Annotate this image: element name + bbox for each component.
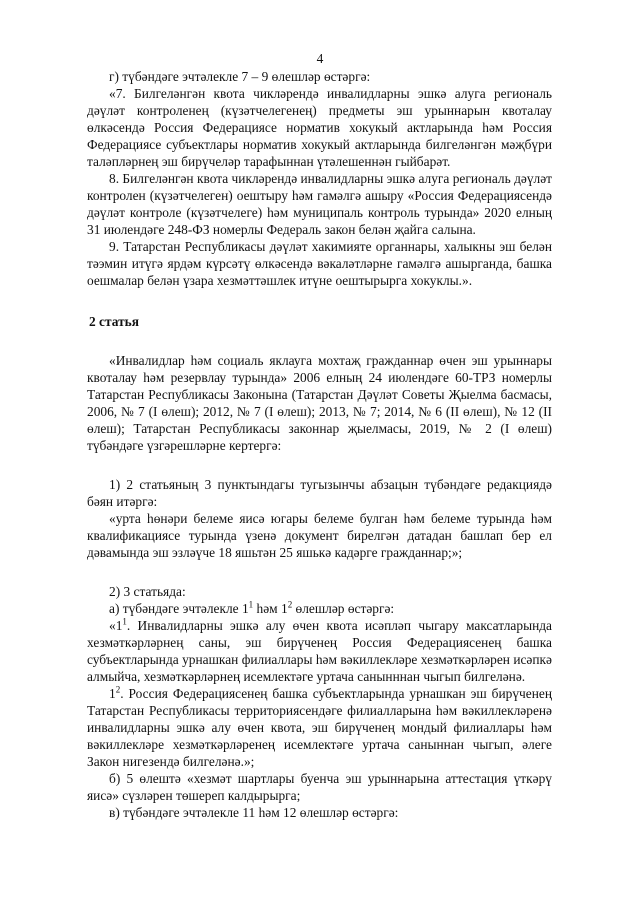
paragraph: б) 5 өлештә «хезмәт шартлары буенча эш урыннарына аттестация үткәрү яисә» сүзләрен төшереп калдырырга; [87, 771, 552, 803]
paragraph [87, 600, 552, 617]
document-body [87, 68, 552, 821]
paragraph: 1) 2 статьяның 3 пунктындагы тугызынчы абзацын түбәндәге редакциядә бәян итәргә: [87, 477, 552, 509]
page-number: 4 [316, 51, 324, 66]
paragraph: г) түбәндәге эчтәлекле 7 – 9 өлешләр өстәргә: [109, 69, 371, 84]
paragraph: 8. Билгеләнгән квота чикләрендә инвалидларны эшкә алуга региональ дәүләт контролен (күзәтчелеген) оештыру һәм гамәлгә ашыру «Россия Федерациясендә дәүләт контроле (күзәтчелеге) һәм муниципаль контроль турында» 2020 елның 31 июлендәге 248-ФЗ номерлы Федераль закон белән җайга салына. [87, 171, 552, 237]
paragraph [87, 685, 552, 770]
text-run: . Инвалидларны эшкә алу өчен квота исәпләп чыгару максатларында хезмәткәрләрнең саны, эш бирүченең Россия Федерациясенең башка субъектларында урнашкан филиаллары һәм вәкиллекләре хезмәткәрләрен исәпкә алмыйча, хезмәткәрләрнең исемлектәге уртача санынннан чыгып билгеләнә. [87, 618, 552, 684]
paragraph: 9. Татарстан Республикасы дәүләт хакимияте органнары, халыкны эш белән тәэмин итүгә ярдәм күрсәтү өлкәсендә вәкаләтләрне гамәлгә ашырганда, башка оешмалар белән үзара хезмәттәшлек итүне оештырырга хокуклы.». [87, 239, 552, 288]
text-run: «1 [109, 618, 123, 633]
paragraph [87, 617, 552, 685]
text-run: өлешләр өстәргә: [292, 601, 395, 616]
paragraph: в) түбәндәге эчтәлекле 11 һәм 12 өлешләр өстәргә: [109, 805, 399, 820]
paragraph: 2) 3 статьяда: [109, 584, 186, 599]
text-run: а) түбәндәге эчтәлекле 1 [109, 601, 249, 616]
paragraph: «7. Билгеләнгән квота чикләрендә инвалидларны эшкә алуга региональ дәүләт контроленең (күзәтчелегенең) предметы эш урыннарын квоталау өлкәсендә Россия Федерациясе норматив хокукый актларында һәм Россия Федерациясе субъектлары норматив хокукый актларында билгеләнгән мәҗбүри таләпләрнең эш бирүчеләр тарафыннан үтәлешеннән гыйбарәт. [87, 86, 552, 169]
superscript: 2 [115, 684, 121, 695]
paragraph: «урта һөнәри белеме яисә югары белеме булган һәм белеме турында һәм квалификациясе турында үзенә документ бирелгән датадан башлап бер ел дәвамында эш эзләүче 18 яшьтән 25 яшькә кадәрге гражданнар;»; [87, 511, 552, 560]
text-run: 1 [109, 686, 116, 701]
superscript: 1 [122, 616, 127, 627]
text-run: һәм 1 [253, 601, 288, 616]
superscript: 1 [248, 599, 254, 610]
text-run: . Россия Федерациясенең башка субъектларында урнашкан эш бирүченең Татарстан Республикасы территориясендәге филиалларына һәм вәкиллекләренә инвалидларны эшкә алу өчен квота, эш бирүченең мондый филиаллары һәм вәкиллекләре хезмәткәрләренең исемлектәге уртача саныннан чыгып, әлеге Закон нигезендә билгеләнә.»; [87, 686, 552, 769]
superscript: 2 [287, 599, 293, 610]
article-heading: 2 статья [89, 314, 139, 329]
paragraph: «Инвалидлар һәм социаль яклауга мохтаҗ гражданнар өчен эш урыннары квоталау һәм резервлау турында» 2006 елның 24 июлендәге 60-ТРЗ номерлы Татарстан Республикасы Законына (Татарстан Дәүләт Советы Җыелма басмасы, 2006, № 7 (I өлеш); 2012, № 7 (I өлеш); 2013, № 7; 2014, № 6 (II өлеш), № 12 (II өлеш); Татарстан Республикасы законнар җыелмасы, 2019, № 2 (I өлеш) түбәндәге үзгәрешләрне кертергә: [87, 353, 552, 453]
